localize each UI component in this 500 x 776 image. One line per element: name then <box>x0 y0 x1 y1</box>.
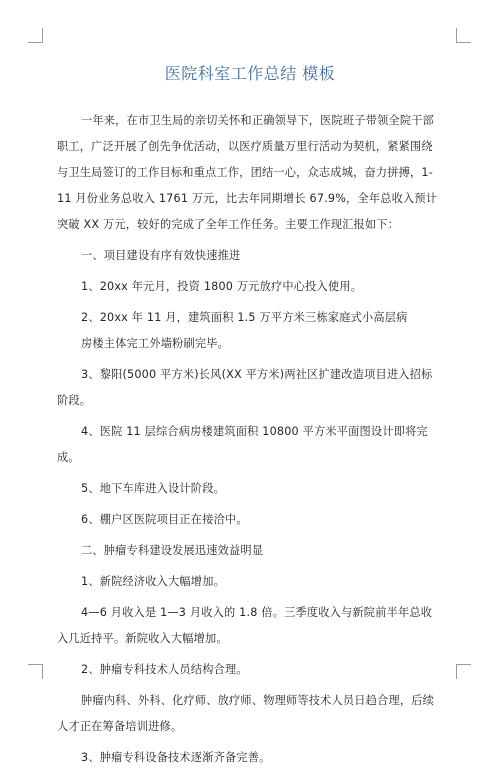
document-body <box>57 108 442 776</box>
list-item: 3、黎阳(5000 平方米)长风(XX 平方米)两社区扩建改造项目进入招标阶段。 <box>57 368 433 407</box>
crop-mark-bottom-left <box>28 664 43 679</box>
document-title: 医院科室工作总结 模板 <box>164 64 336 83</box>
list-item: 3、肿瘤专科设备技术逐渐齐备完善。 <box>81 751 271 764</box>
crop-mark-top-left <box>28 28 43 43</box>
list-item: 2、肿瘤专科技术人员结构合理。 <box>81 663 248 676</box>
intro-paragraph: 一年来，在市卫生局的亲切关怀和正确领导下，医院班子带领全院干部职工，广泛开展了创先争优活动，以医疗质量万里行活动为契机，紧紧围绕与卫生局签订的工作目标和重点工作，团结一心，众志成城，奋力拼搏，1-11 月份业务总收入 1761 万元，比去年同期增长 67.9%，全年总收入预计突破 XX 万元，较好的完成了全年工作任务。主要工作现汇报如下： <box>57 114 438 231</box>
list-item: 6、棚户区医院项目正在接洽中。 <box>81 513 248 526</box>
section-heading-project-construction: 一、项目建设有序有效快速推进 <box>81 249 241 262</box>
body-paragraph: 4—6 月收入是 1—3 月收入的 1.8 倍。三季度收入与新院前半年总收入几近持平。新院收入大幅增加。 <box>57 606 433 645</box>
list-item-continuation: 房楼主体完工外墙粉刷完毕。 <box>81 337 230 350</box>
list-item: 5、地下车库进入设计阶段。 <box>81 482 225 495</box>
crop-mark-top-right <box>456 28 471 43</box>
body-paragraph: 肿瘤内科、外科、化疗师、放疗师、物理师等技术人员日趋合理，后续人才正在筹备培训进修。 <box>57 694 435 733</box>
list-item: 4、医院 11 层综合病房楼建筑面积 10800 平方米平面图设计即将完成。 <box>57 425 428 464</box>
list-item: 1、20xx 年元月，投资 1800 万元放疗中心投入使用。 <box>81 280 363 293</box>
crop-mark-bottom-right <box>456 664 471 679</box>
section-heading-oncology: 二、肿瘤专科建设发展迅速效益明显 <box>81 544 264 557</box>
list-item: 2、20xx 年 11 月，建筑面积 1.5 万平方米三栋家庭式小高层病 <box>81 311 408 324</box>
list-item: 1、新院经济收入大幅增加。 <box>81 575 225 588</box>
